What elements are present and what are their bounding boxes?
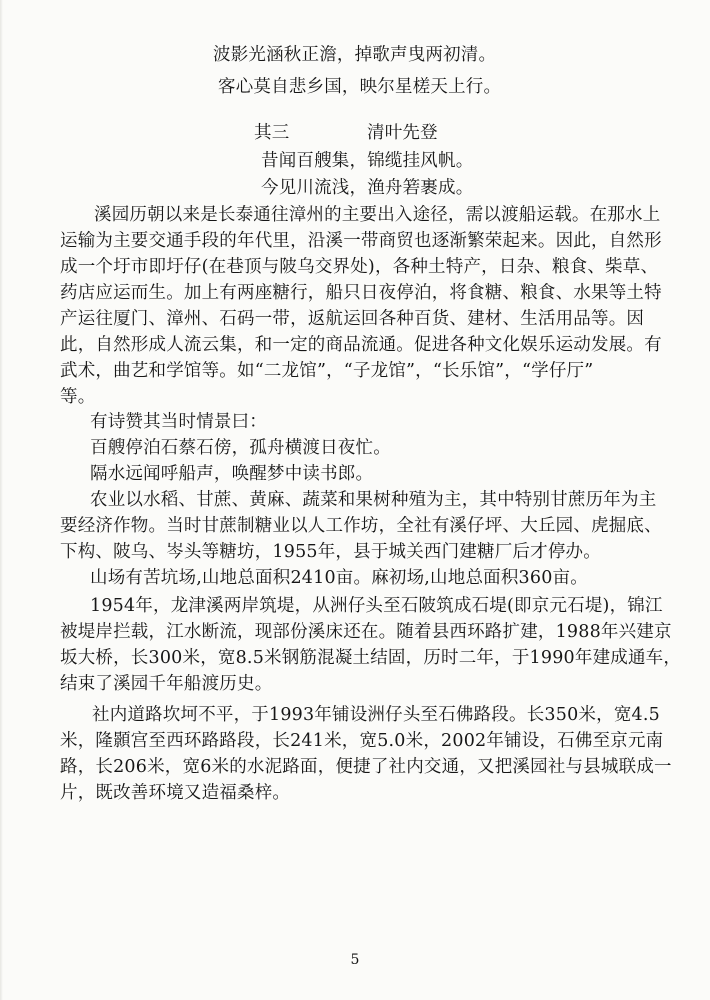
paragraph-1-line-8: 等。 [60, 387, 96, 407]
section-number: 其三 [254, 123, 290, 143]
page-number: 5 [350, 952, 360, 968]
scan-edge [0, 0, 3, 1000]
paragraph-4-line-1: 1954年，龙津溪两岸筑堤，从洲仔头至石陂筑成石堤(即京元石堤)，锦江 [90, 596, 663, 616]
paragraph-5-line-2: 米，隆顥宫至西环路路段，长241米，宽5.0米，2002年铺设，石佛至京元南 [60, 731, 664, 751]
paragraph-5-line-1: 社内道路坎坷不平，于1993年铺设洲仔头至石佛路段。长350米，宽4.5 [92, 705, 660, 725]
paragraph-3: 山场有苦坑场,山地总面积2410亩。麻初场,山地总面积360亩。 [90, 568, 588, 588]
paragraph-1-line-7: 武术，曲艺和学馆等。如“二龙馆”，“子龙馆”，“长乐馆”，“学仔厅” [60, 361, 594, 381]
paragraph-2-line-1: 农业以水稻、甘蔗、黄麻、蔬菜和果树种殖为主，其中特别甘蔗历年为主 [90, 490, 657, 510]
paragraph-1-line-6: 此，自然形成人流云集，和一定的商品流通。促进各种文化娱乐运动发展。有 [60, 335, 662, 355]
paragraph-1-line-2: 运输为主要交通手段的年代里，沿溪一带商贸也逐渐繁荣起来。因此，自然形 [60, 231, 662, 251]
paragraph-5-line-4: 片，既改善环境又造福桑梓。 [60, 783, 291, 803]
paragraph-4-line-4: 结束了溪园千年船渡历史。 [60, 674, 273, 694]
poem-line-2: 客心莫自悲乡国，映尔星槎天上行。 [218, 77, 502, 97]
section-poem-line-1: 昔闻百艘集，锦缆挂风帆。 [261, 151, 474, 171]
paragraph-4-line-2: 被堤岸拦载，江水断流，现部份溪床还在。随着县西环路扩建，1988年兴建京 [60, 622, 672, 642]
paragraph-5-line-3: 路，长206米，宽6米的水泥路面，便捷了社内交通，又把溪园社与县城联成一 [60, 757, 672, 777]
paragraph-1-line-1: 溪园历朝以来是长泰通往漳州的主要出入途径，需以渡船运载。在那水上 [94, 205, 661, 225]
inner-poem-line-2: 隔水远闻呼船声，唤醒梦中读书郎。 [90, 464, 374, 484]
poem-line-1: 波影光涵秋正澹，掉歌声曳两初清。 [213, 45, 497, 65]
section-title: 清叶先登 [367, 123, 438, 143]
paragraph-1-line-3: 成一个圩市即圩仔(在巷顶与陂乌交界处)，各种土特产，日杂、粮食、柴草、 [60, 257, 659, 277]
section-poem-line-2: 今见川流浅，渔舟箬裹成。 [261, 178, 474, 198]
poem-intro: 有诗赞其当时情景曰： [90, 412, 267, 432]
inner-poem-line-1: 百艘停泊石蔡石傍，孤舟横渡日夜忙。 [90, 438, 391, 458]
paragraph-1-line-4: 药店应运而生。加上有两座糖行，船只日夜停泊，将食糖、粮食、水果等土特 [60, 283, 662, 303]
paragraph-4-line-3: 坂大桥，长300米，宽8.5米钢筋混凝土结固，历时二年，于1990年建成通车， [60, 648, 682, 668]
paragraph-2-line-2: 要经济作物。当时甘蔗制糖业以人工作坊，全社有溪仔坪、大丘园、虎掘底、 [60, 516, 662, 536]
paragraph-2-line-3: 下构、陂乌、岑头等糖坊，1955年，县于城关西门建糖厂后才停办。 [60, 542, 601, 562]
paragraph-1-line-5: 产运往厦门、漳州、石码一带，返航运回各种百货、建材、生活用品等。因 [60, 309, 645, 329]
